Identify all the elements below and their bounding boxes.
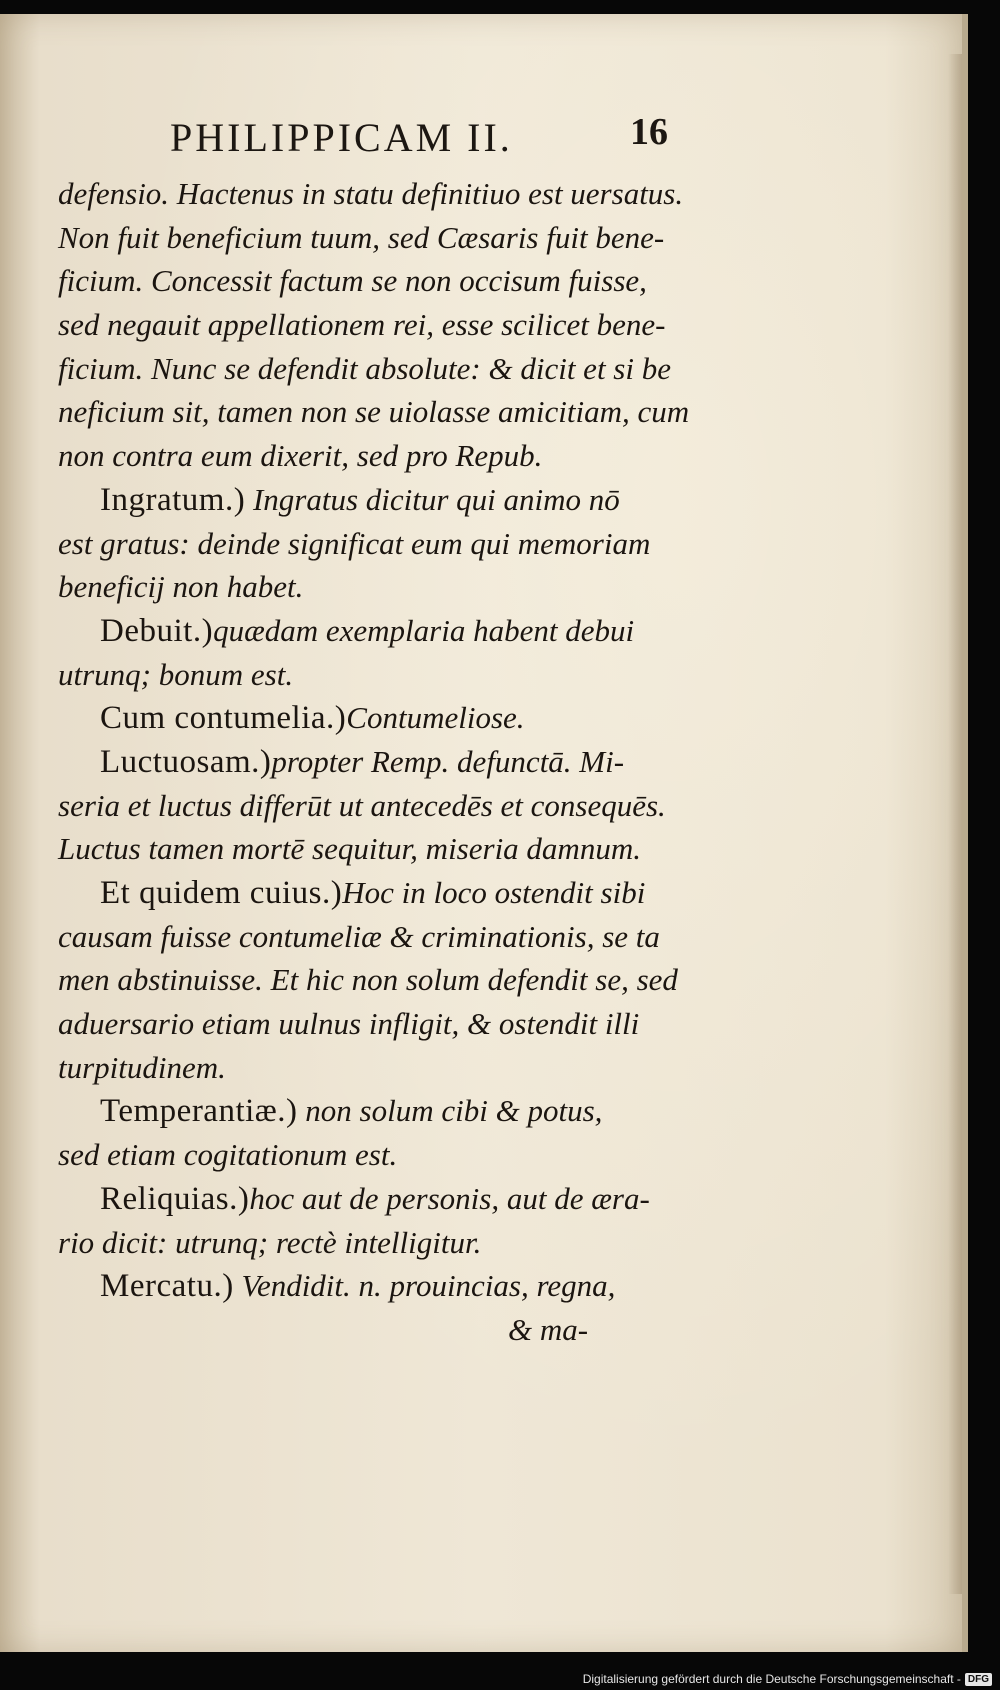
gloss-text: Luctus tamen mortē sequitur, miseria damnum. (58, 831, 641, 867)
text-line (58, 740, 698, 784)
text-line (58, 653, 698, 697)
gloss-text: sed negauit appellationem rei, esse scilicet bene- (58, 307, 666, 343)
text-line (58, 1046, 698, 1090)
gloss-text: men abstinuisse. Et hic non solum defendit se, sed (58, 962, 678, 998)
gloss-text: causam fuisse contumeliæ & criminationis, se ta (58, 918, 660, 954)
dfg-logo: DFG (965, 1673, 992, 1686)
text-line (58, 172, 698, 216)
book-page (0, 14, 968, 1652)
text-line (58, 1221, 698, 1265)
text-line (58, 827, 698, 871)
credit-text: Digitalisierung gefördert durch die Deutsche Forschungsgemeinschaft - (582, 1672, 961, 1686)
text-line (58, 1089, 698, 1133)
page-header (0, 106, 962, 166)
gloss-text: non solum cibi & potus, (297, 1093, 603, 1129)
text-line (58, 915, 698, 959)
gloss-text: Contumeliose. (346, 700, 525, 736)
catchword (58, 1308, 698, 1352)
text-line (58, 216, 698, 260)
page-edge-shadow (948, 54, 962, 1594)
text-line (58, 1002, 698, 1046)
lemma: Cum contumelia.) (100, 700, 347, 737)
lemma: Temperantiæ.) (100, 1093, 298, 1130)
gloss-text: defensio. Hactenus in statu definitiuo est uersatus. (58, 176, 684, 211)
text-line (58, 478, 698, 522)
gloss-text: Non fuit beneficium tuum, sed Cæsaris fuit bene- (58, 219, 665, 255)
gloss-text: aduersario etiam uulnus infligit, & ostendit illi (58, 1006, 640, 1042)
lemma: Mercatu.) (100, 1268, 234, 1305)
text-line (58, 303, 698, 347)
text-line (58, 259, 698, 303)
gloss-text: beneficij non habet. (58, 569, 304, 605)
text-line (58, 522, 698, 566)
text-line (58, 1133, 698, 1177)
text-line (58, 434, 698, 478)
gloss-text: & ma- (508, 1311, 589, 1347)
gloss-text: non contra eum dixerit, sed pro Repub. (58, 438, 543, 474)
text-line (58, 784, 698, 828)
commentary-text (58, 172, 698, 1352)
text-line (58, 1177, 698, 1221)
page-number: 16 (630, 111, 668, 153)
gloss-text: ficium. Concessit factum se non occisum fuisse, (58, 263, 647, 299)
gloss-text: neficium sit, tamen non se uiolasse amicitiam, cum (58, 394, 690, 430)
text-line (58, 347, 698, 391)
gloss-text: quædam exemplaria habent debui (213, 612, 635, 648)
text-line (58, 609, 698, 653)
text-line (58, 390, 698, 434)
running-title: PHILIPPICAM II. (170, 115, 513, 160)
text-line (58, 871, 698, 915)
gloss-text: Vendidit. n. prouincias, regna, (233, 1268, 616, 1304)
gloss-text: Hoc in loco ostendit sibi (342, 875, 646, 910)
digitization-credit (583, 1672, 992, 1686)
text-line (58, 958, 698, 1002)
gloss-text: utrunq; bonum est. (58, 656, 294, 692)
gloss-text: propter Remp. defunctā. Mi- (271, 743, 625, 779)
text-line (58, 565, 698, 609)
lemma: Debuit.) (100, 612, 214, 649)
gloss-text: rio dicit: utrunq; rectè intelligitur. (58, 1224, 482, 1260)
text-line (58, 696, 698, 740)
gloss-text: est gratus: deinde significat eum qui memoriam (58, 525, 651, 561)
lemma: Reliquias.) (100, 1180, 250, 1217)
gloss-text: ficium. Nunc se defendit absolute: & dicit et si be (58, 350, 671, 386)
gloss-text: Ingratus dicitur qui animo nō (245, 481, 620, 517)
lemma: Ingratum.) (100, 481, 246, 518)
lemma: Luctuosam.) (100, 743, 272, 780)
gloss-text: seria et luctus differūt ut antecedēs et consequēs. (58, 787, 666, 823)
gloss-text: turpitudinem. (58, 1049, 226, 1085)
text-line (58, 1264, 698, 1308)
lemma: Et quidem cuius.) (100, 875, 343, 911)
gloss-text: hoc aut de personis, aut de æra- (249, 1180, 650, 1216)
gloss-text: sed etiam cogitationum est. (58, 1137, 398, 1173)
